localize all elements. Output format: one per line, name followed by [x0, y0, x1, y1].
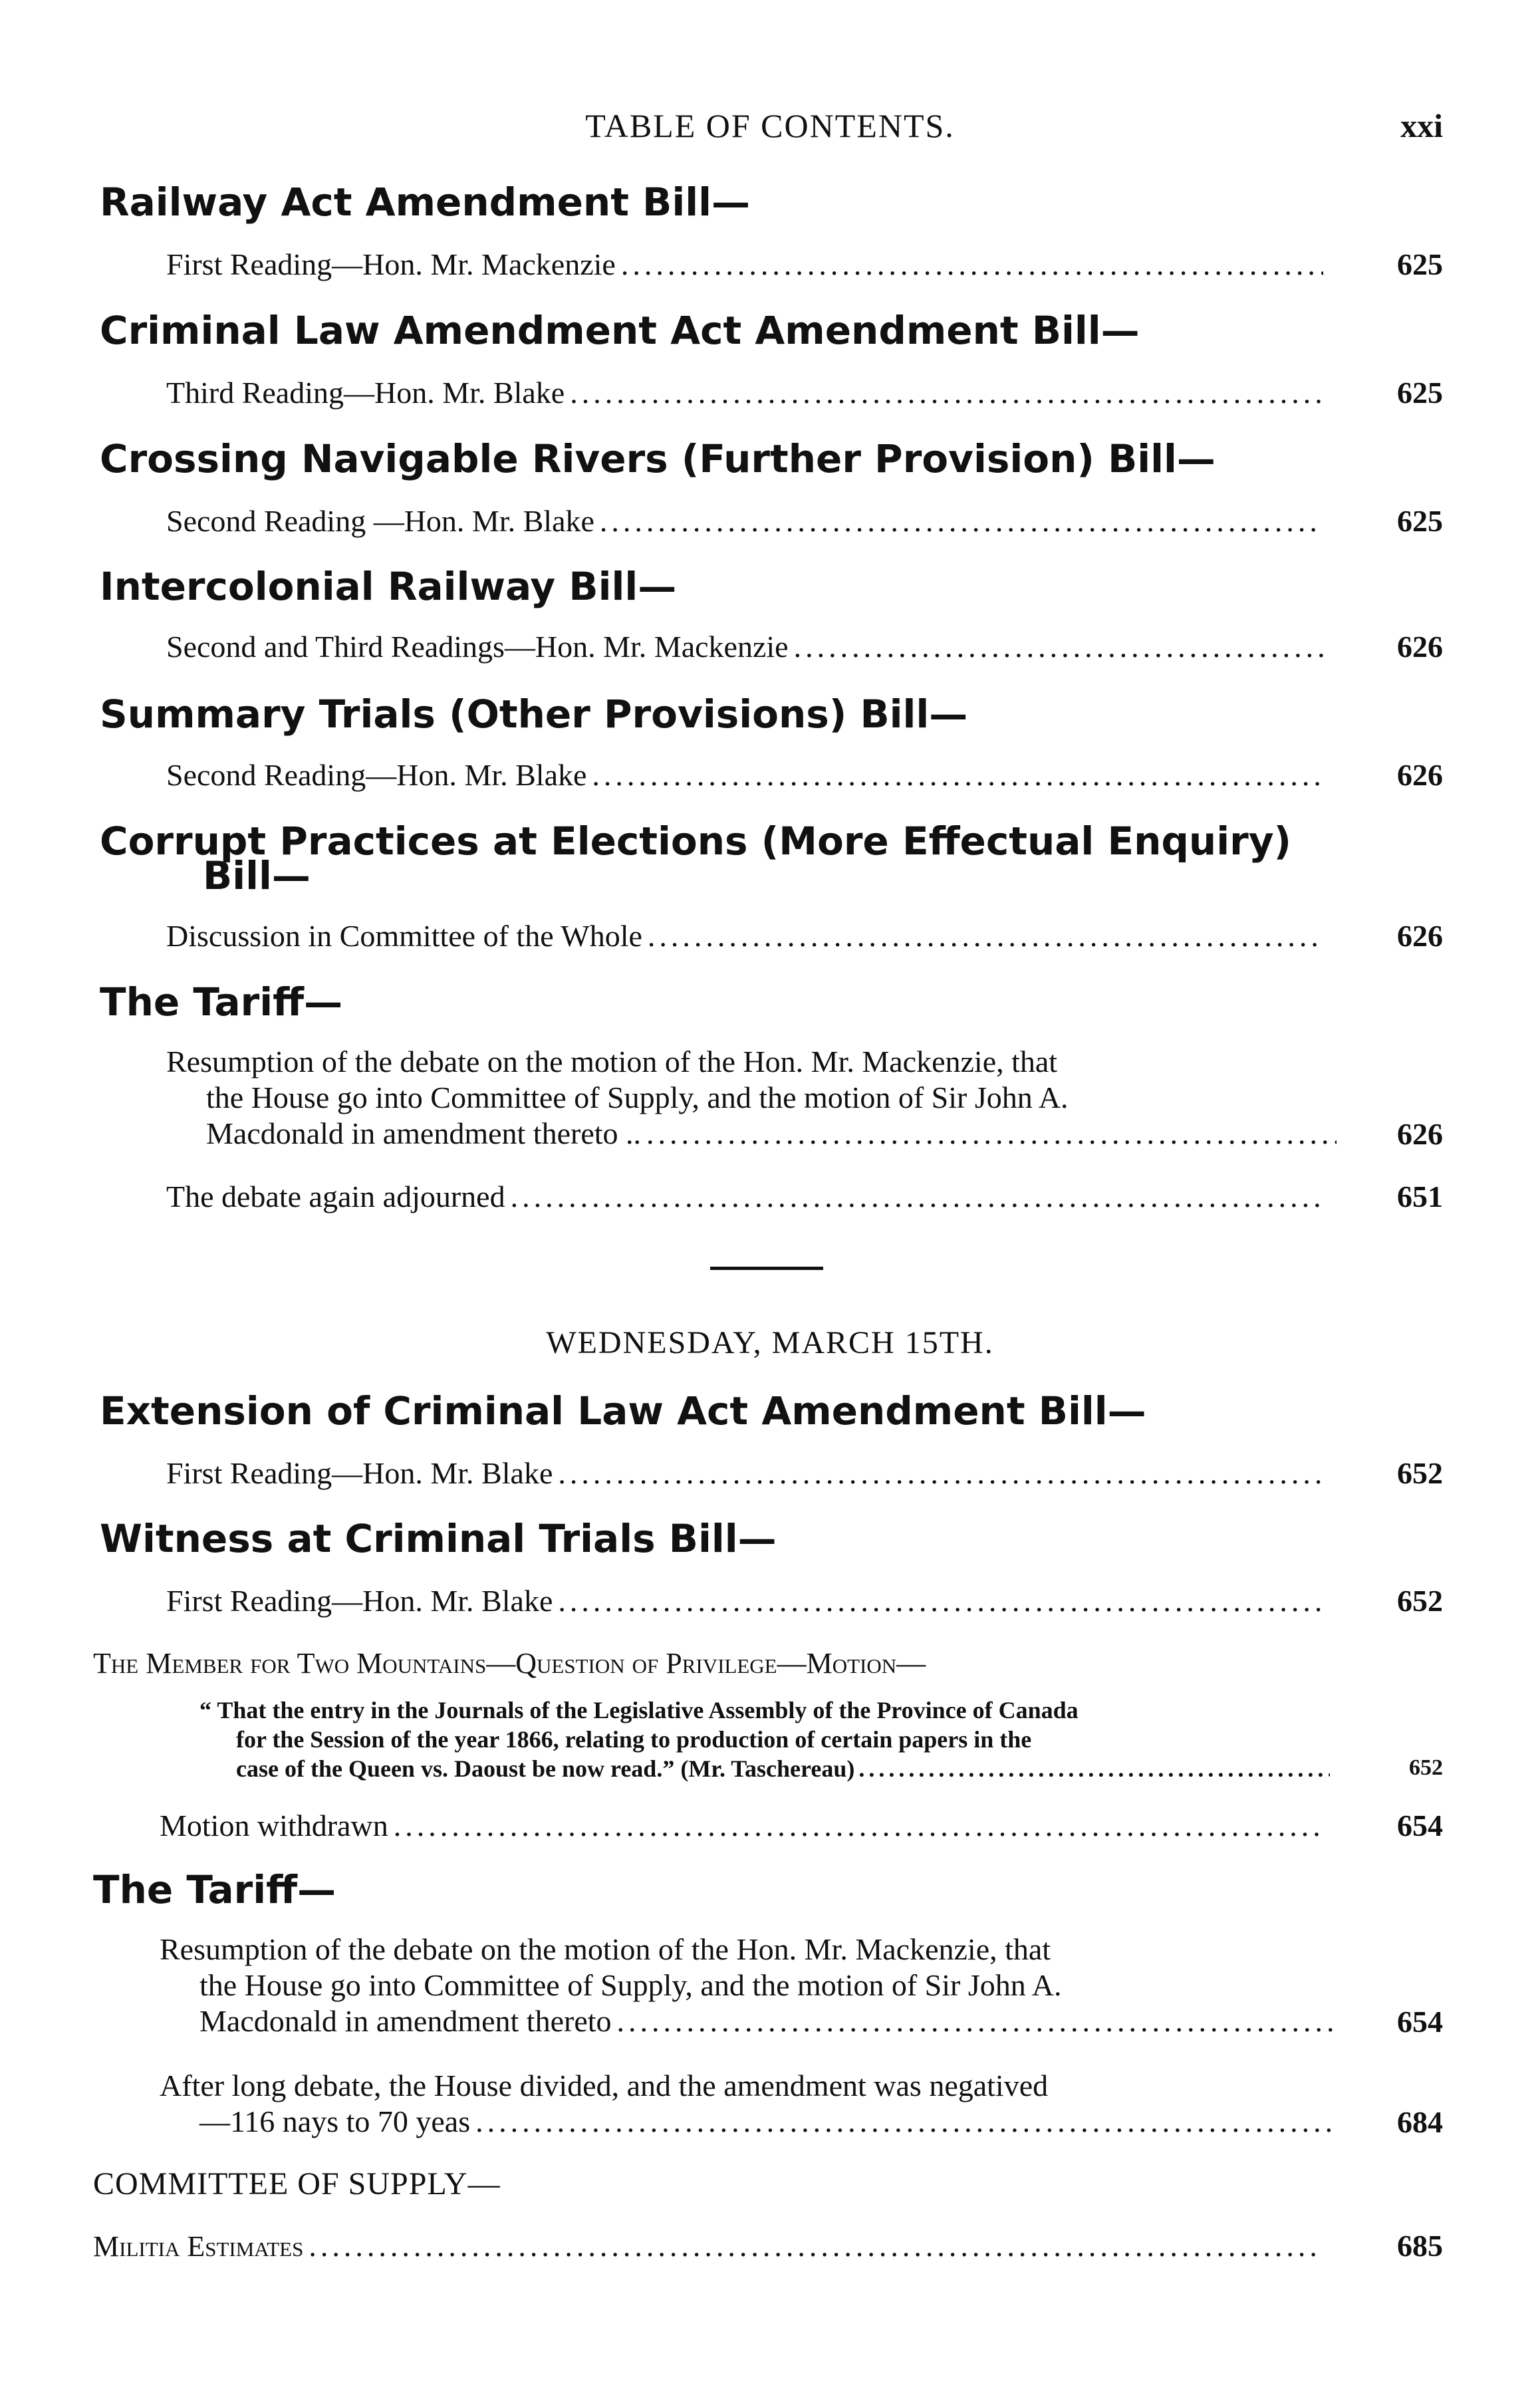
toc-entry	[166, 1178, 1323, 1215]
date-heading: WEDNESDAY, MARCH 15TH.	[546, 1325, 994, 1360]
entry-page: 625	[1397, 247, 1443, 281]
entry-page: 684	[1397, 2105, 1443, 2139]
section-heading: The Tariff—	[93, 1867, 336, 1912]
para-text: Macdonald in amendment thereto ..	[206, 1116, 642, 1150]
toc-entry	[166, 918, 1323, 955]
entry-page: 626	[1397, 758, 1443, 792]
leader-dots	[394, 1807, 1323, 1844]
leader-dots	[475, 2104, 1337, 2140]
para-line-final	[160, 2003, 1337, 2039]
section-heading: Extension of Criminal Law Act Amendment Bill—	[100, 1388, 1146, 1434]
toc-entry	[166, 503, 1323, 540]
toc-entry	[166, 628, 1323, 666]
leader-dots	[558, 1582, 1323, 1620]
leader-dots	[646, 1116, 1337, 1152]
entry-text: Militia Estimates	[93, 2230, 304, 2263]
para-line: the House go into Committee of Supply, and the motion of Sir John A.	[199, 1968, 1062, 2002]
para-text: —116 nays to 70 yeas	[199, 2104, 471, 2138]
para-line-final	[160, 2104, 1337, 2140]
entry-text: Motion withdrawn	[160, 1809, 388, 1842]
leader-dots	[558, 1455, 1323, 1492]
leader-dots	[617, 2003, 1337, 2039]
entry-page: 652	[1397, 1456, 1443, 1490]
quote-line: for the Session of the year 1866, relating to production of certain papers in the	[236, 1726, 1032, 1753]
section-heading: Summary Trials (Other Provisions) Bill—	[100, 692, 968, 737]
section-heading-continued: Bill—	[203, 853, 311, 898]
section-heading: COMMITTEE OF SUPPLY—	[93, 2166, 501, 2202]
heading-line: Corrupt Practices at Elections (More Effectual Enquiry)	[100, 819, 1292, 864]
entry-page: 652	[1409, 1755, 1443, 1780]
toc-entry	[93, 2227, 1323, 2265]
entry-page: 654	[1397, 1809, 1443, 1842]
toc-paragraph-entry	[160, 2068, 1337, 2140]
running-title: TABLE OF CONTENTS.	[585, 107, 955, 144]
para-line: Resumption of the debate on the motion of the Hon. Mr. Mackenzie, that	[160, 1932, 1051, 1966]
toc-entry	[160, 1807, 1323, 1844]
quote-line-final	[199, 1754, 1330, 1783]
section-heading: Crossing Navigable Rivers (Further Provision) Bill—	[100, 436, 1216, 481]
quote-line: “ That the entry in the Journals of the Legislative Assembly of the Province of Canada	[199, 1697, 1079, 1723]
para-line: Resumption of the debate on the motion of the Hon. Mr. Mackenzie, that	[166, 1045, 1058, 1078]
toc-entry	[166, 1582, 1323, 1620]
section-heading: Railway Act Amendment Bill—	[100, 180, 750, 225]
para-line: the House go into Committee of Supply, and the motion of Sir John A.	[206, 1080, 1069, 1114]
entry-page: 652	[1397, 1584, 1443, 1618]
toc-entry	[166, 1455, 1323, 1492]
entry-page: 625	[1397, 376, 1443, 410]
entry-page: 626	[1397, 919, 1443, 953]
leader-dots	[570, 374, 1323, 412]
leader-dots	[309, 2227, 1323, 2265]
quoted-motion	[199, 1696, 1330, 1783]
leader-dots	[858, 1754, 1330, 1783]
entry-text: Third Reading—Hon. Mr. Blake	[166, 376, 565, 410]
page-number: xxi	[1400, 107, 1443, 144]
section-divider	[710, 1267, 823, 1270]
para-text: Macdonald in amendment thereto	[199, 2004, 612, 2038]
toc-entry	[166, 757, 1323, 794]
entry-page: 654	[1397, 2005, 1443, 2039]
leader-dots	[511, 1178, 1323, 1215]
entry-page: 626	[1397, 1117, 1443, 1151]
toc-paragraph-entry	[160, 1932, 1337, 2039]
leader-dots	[648, 918, 1323, 955]
leader-dots	[621, 246, 1323, 283]
toc-entry	[166, 374, 1323, 412]
leader-dots	[794, 628, 1323, 666]
leader-dots	[600, 503, 1323, 540]
entry-text: Second Reading —Hon. Mr. Blake	[166, 504, 594, 538]
entry-text: First Reading—Hon. Mr. Mackenzie	[166, 247, 616, 281]
entry-text: The debate again adjourned	[166, 1180, 505, 1213]
entry-text: Discussion in Committee of the Whole	[166, 919, 642, 953]
section-heading: Intercolonial Railway Bill—	[100, 564, 677, 609]
entry-text: First Reading—Hon. Mr. Blake	[166, 1456, 553, 1490]
para-line: After long debate, the House divided, and the amendment was negatived	[160, 2069, 1049, 2102]
section-heading: Witness at Criminal Trials Bill—	[100, 1516, 777, 1561]
section-heading: The Tariff—	[100, 979, 343, 1025]
entry-page: 651	[1397, 1180, 1443, 1213]
section-heading-smallcaps: The Member for Two Mountains—Question of Privilege—Motion—	[93, 1647, 926, 1680]
entry-text: First Reading—Hon. Mr. Blake	[166, 1584, 553, 1618]
entry-page: 685	[1397, 2229, 1443, 2263]
entry-text: Second and Third Readings—Hon. Mr. Mackenzie	[166, 630, 789, 664]
section-heading: Criminal Law Amendment Act Amendment Bill—	[100, 308, 1140, 353]
entry-page: 626	[1397, 630, 1443, 664]
leader-dots	[592, 757, 1323, 794]
quote-text: case of the Queen vs. Daoust be now read.” (Mr. Taschereau)	[236, 1755, 855, 1782]
toc-entry	[166, 246, 1323, 283]
para-line-final	[166, 1116, 1337, 1152]
entry-page: 625	[1397, 504, 1443, 538]
toc-paragraph-entry	[166, 1044, 1337, 1152]
entry-text: Second Reading—Hon. Mr. Blake	[166, 758, 587, 792]
